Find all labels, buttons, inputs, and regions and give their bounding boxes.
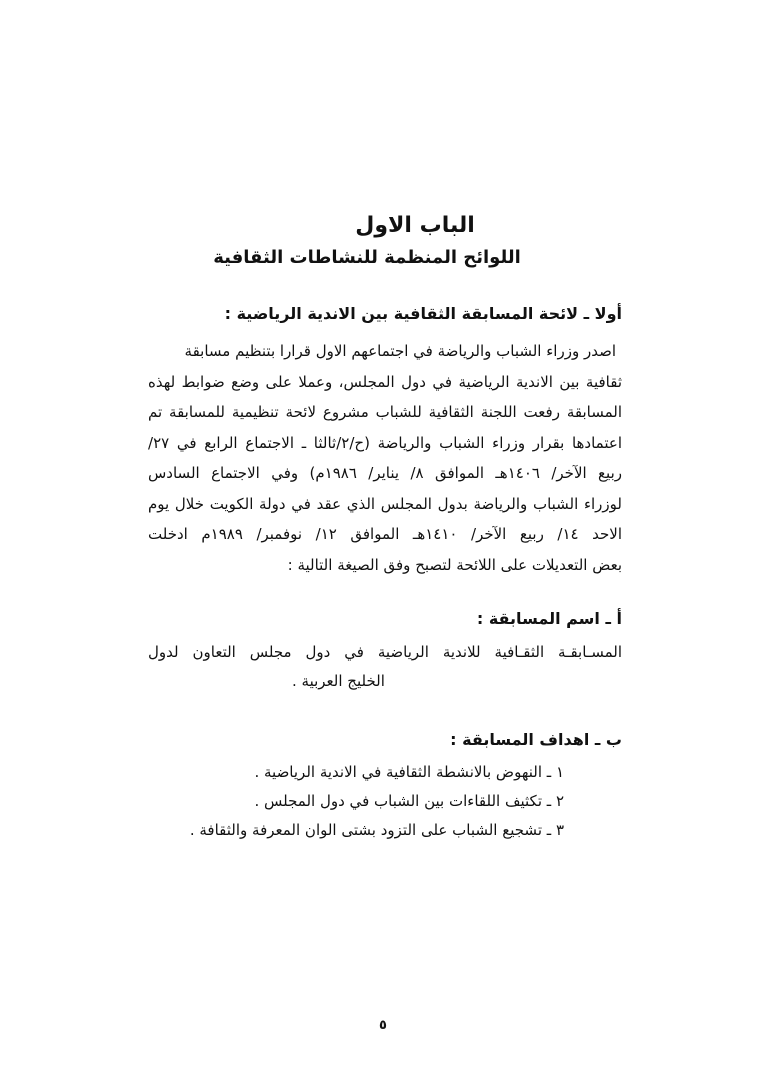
section-b-heading: ب ـ اهداف المسابقة : <box>450 730 622 749</box>
paragraph-line: ثقافية بين الاندية الرياضية في دول المجلس، وعملا على وضع ضوابط لهذه <box>148 372 622 391</box>
objective-item: ٣ ـ تشجيع الشباب على التزود بشتى الوان المعرفة والثقافة . <box>189 821 564 839</box>
paragraph-line: اصدر وزراء الشباب والرياضة في اجتماعهم الاول قرارا بتنظيم مسابقة <box>184 342 616 360</box>
paragraph-line: بعض التعديلات على اللائحة لتصبح وفق الصيغة التالية : <box>287 555 622 574</box>
paragraph-line: المسابقة رفعت اللجنة الثقافية للشباب مشروع لائحة تنظيمية للمسابقة تم <box>148 403 622 421</box>
paragraph-line: لوزراء الشباب والرياضة بدول المجلس الذي عقد في دولة الكويت خلال يوم <box>148 494 622 513</box>
objective-item: ١ ـ النهوض بالانشطة الثقافية في الاندية الرياضية . <box>254 763 564 781</box>
section-a-line-text: الخليج العربية . <box>292 672 385 690</box>
section-a-body <box>148 638 622 696</box>
intro-paragraph <box>148 336 622 580</box>
section-a-line: المسـابقـة الثقـافية للاندية الرياضية في دول مجلس التعاون لدول <box>148 643 622 661</box>
paragraph-line: الاحد ١٤/ ربيع الآخر/ ١٤١٠هـ الموافق ١٢/ نوفمبر/ ١٩٨٩م ادخلت <box>148 525 622 543</box>
section-a-heading: أ ـ اسم المسابقة : <box>476 609 622 628</box>
section-b-objectives-list <box>148 758 622 845</box>
objective-item: ٢ ـ تكثيف اللقاءات بين الشباب في دول المجلس . <box>254 792 564 810</box>
page-number: ٥ <box>379 1018 387 1033</box>
paragraph-line: اعتمادها بقرار وزراء الشباب والرياضة (ح/٢/ثالثا ـ الاجتماع الرابع في ٢٧/ <box>148 433 622 452</box>
intro-section-heading: أولا ـ لائحة المسابقة الثقافية بين الاندية الرياضية : <box>224 304 622 323</box>
chapter-title: الباب الاول <box>355 213 475 238</box>
paragraph-line: ربيع الآخر/ ١٤٠٦هـ الموافق ٨/ يناير/ ١٩٨٦م) وفي الاجتماع السادس <box>148 464 622 482</box>
section-a-line <box>148 667 622 696</box>
chapter-subtitle: اللوائح المنظمة للنشاطات الثقافية <box>213 247 521 268</box>
